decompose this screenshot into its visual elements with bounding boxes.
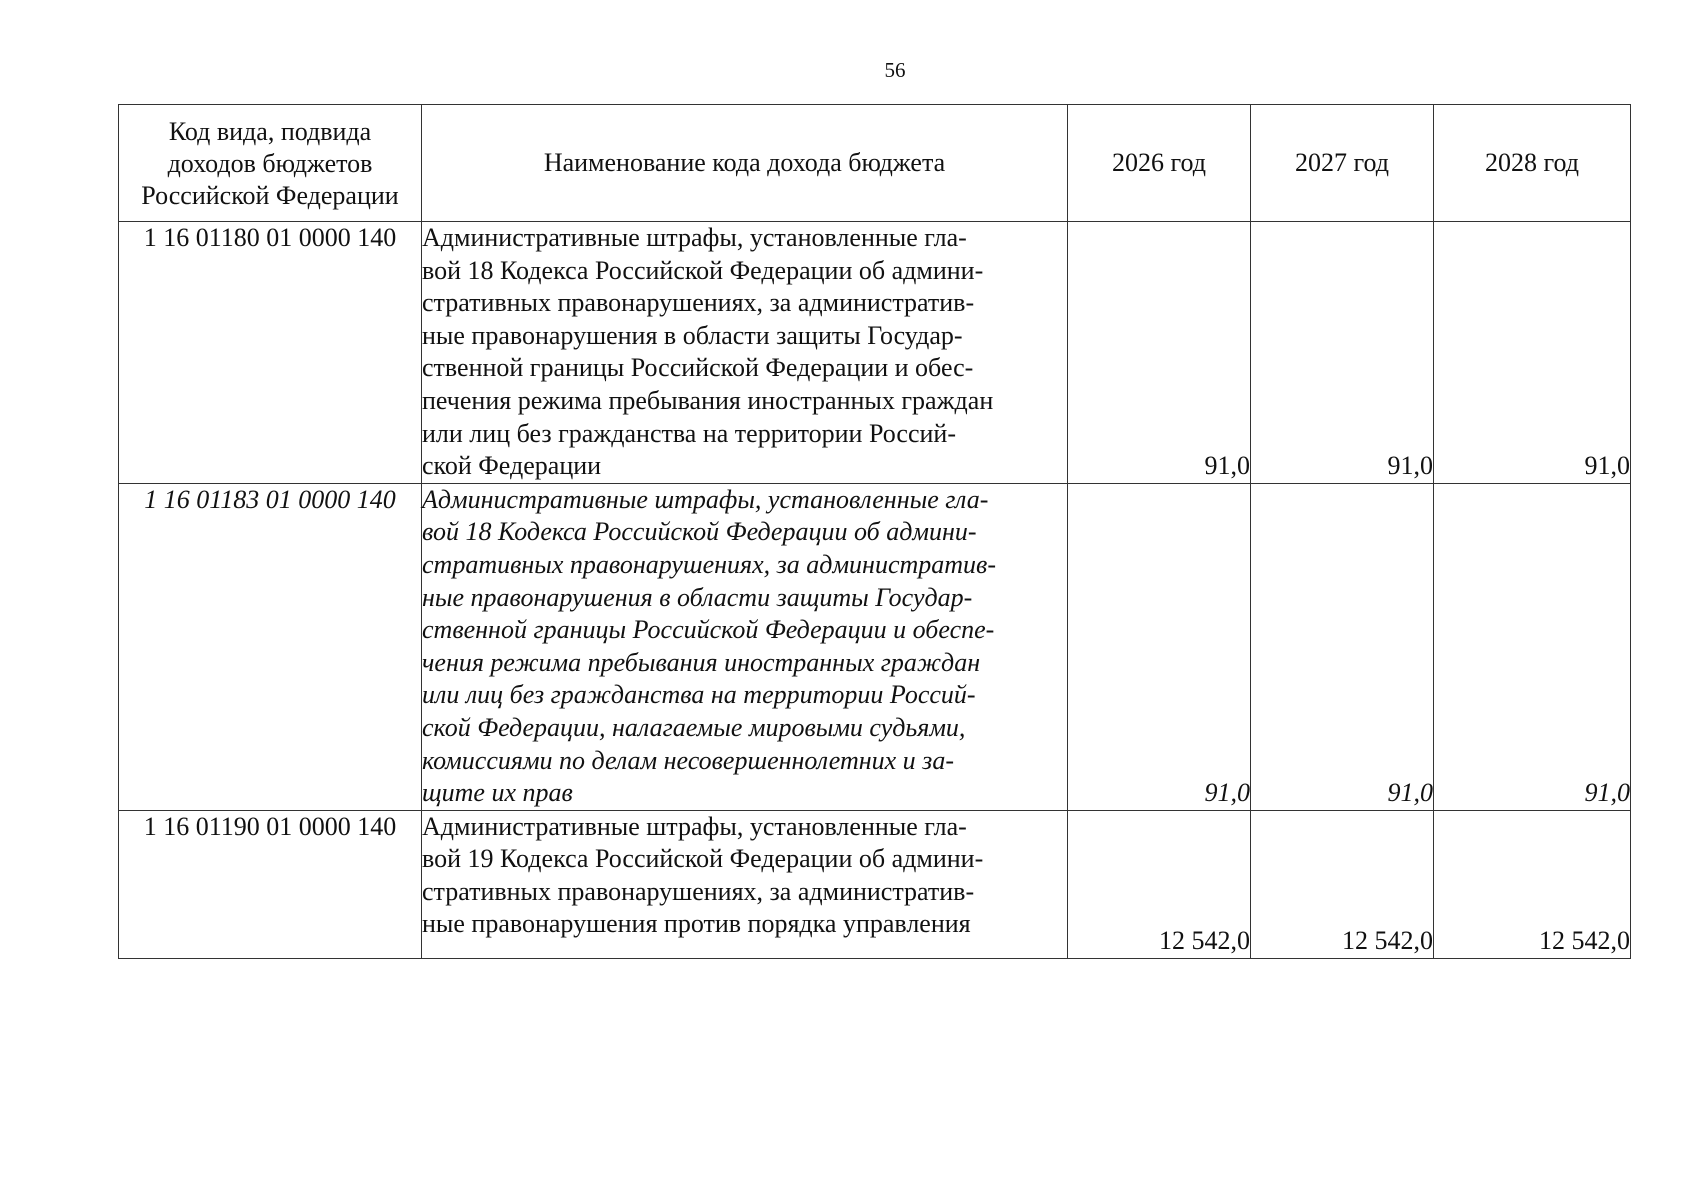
row-value-2028: 12 542,0	[1434, 810, 1631, 958]
page-number: 56	[884, 58, 906, 82]
table-row	[119, 483, 1631, 810]
row-value-2027: 91,0	[1251, 483, 1434, 810]
row-name: Административные штрафы, установленные гла- вой 18 Кодекса Российской Федерации об админи- стративных правонарушениях, за административ- ные правонарушения в области защиты Государ- ственной границы Российской Федерации и обес- печения режима пребывания иностранных граждан или лиц без гражданства на территории Россий- ской Федерации	[422, 222, 1068, 484]
row-name: Административные штрафы, установленные гла- вой 18 Кодекса Российской Федерации об админи- стративных правонарушениях, за административ- ные правонарушения в области защиты Государ- ственной границы Российской Федерации и обеспе- чения режима пребывания иностранных граждан или лиц без гражданства на территории Россий- ской Федерации, налагаемые мировыми судьями, комиссиями по делам несовершеннолетних и за- щите их прав	[422, 483, 1068, 810]
header-name: Наименование кода дохода бюджета	[422, 105, 1068, 222]
row-code: 1 16 01180 01 0000 140	[119, 222, 422, 484]
row-code: 1 16 01183 01 0000 140	[119, 483, 422, 810]
header-code: Код вида, подвида доходов бюджетов Российской Федерации	[119, 105, 422, 222]
header-year-2028: 2028 год	[1434, 105, 1631, 222]
table-row	[119, 810, 1631, 958]
row-value-2026: 12 542,0	[1068, 810, 1251, 958]
row-name: Административные штрафы, установленные гла- вой 19 Кодекса Российской Федерации об админи- стративных правонарушениях, за административ- ные правонарушения против порядка управления	[422, 810, 1068, 958]
table-header-row	[119, 105, 1631, 222]
budget-revenue-table	[118, 104, 1631, 959]
row-value-2027: 91,0	[1251, 222, 1434, 484]
row-value-2027: 12 542,0	[1251, 810, 1434, 958]
row-code: 1 16 01190 01 0000 140	[119, 810, 422, 958]
row-value-2028: 91,0	[1434, 483, 1631, 810]
row-value-2026: 91,0	[1068, 222, 1251, 484]
header-year-2027: 2027 год	[1251, 105, 1434, 222]
table-row	[119, 222, 1631, 484]
header-year-2026: 2026 год	[1068, 105, 1251, 222]
row-value-2026: 91,0	[1068, 483, 1251, 810]
row-value-2028: 91,0	[1434, 222, 1631, 484]
